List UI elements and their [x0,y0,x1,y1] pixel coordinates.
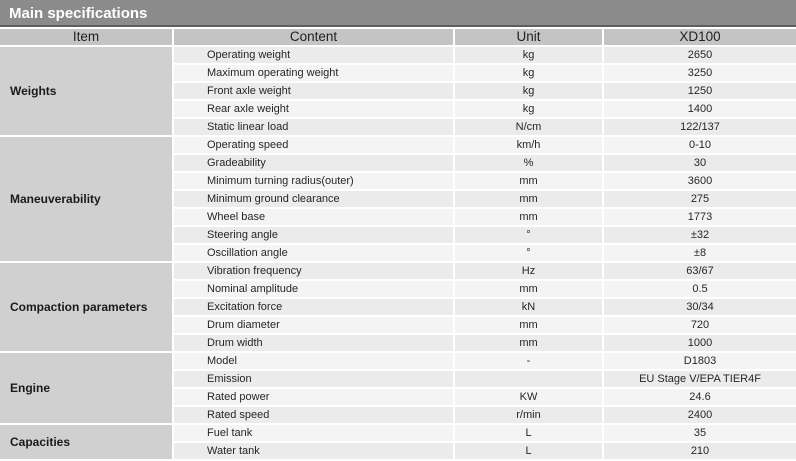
content-cell: Emission [174,371,453,387]
content-cell: Rear axle weight [174,101,453,117]
content-cell: Drum diameter [174,317,453,333]
content-cell: Water tank [174,443,453,459]
value-cell: ±8 [604,245,796,261]
value-cell: ±32 [604,227,796,243]
unit-cell: N/cm [455,119,602,135]
value-cell: 30/34 [604,299,796,315]
group-label: Capacities [0,425,172,459]
value-cell: 0.5 [604,281,796,297]
header-item: Item [0,29,172,45]
content-cell: Nominal amplitude [174,281,453,297]
value-cell: 1250 [604,83,796,99]
header-content: Content [174,29,453,45]
unit-cell: ° [455,245,602,261]
unit-cell: KW [455,389,602,405]
unit-cell: mm [455,317,602,333]
unit-cell: kg [455,47,602,63]
content-cell: Operating weight [174,47,453,63]
unit-cell: mm [455,209,602,225]
unit-cell: km/h [455,137,602,153]
value-cell: 2400 [604,407,796,423]
unit-cell: r/min [455,407,602,423]
unit-cell: - [455,353,602,369]
content-cell: Oscillation angle [174,245,453,261]
content-cell: Vibration frequency [174,263,453,279]
content-cell: Maximum operating weight [174,65,453,81]
content-cell: Model [174,353,453,369]
unit-cell: Hz [455,263,602,279]
header-unit: Unit [455,29,602,45]
value-cell: 720 [604,317,796,333]
unit-cell [455,371,602,387]
section-title-bar [0,0,796,27]
value-cell: 3250 [604,65,796,81]
group-label: Engine [0,353,172,423]
group-label: Compaction parameters [0,263,172,351]
content-cell: Static linear load [174,119,453,135]
content-cell: Operating speed [174,137,453,153]
unit-cell: mm [455,335,602,351]
unit-cell: kg [455,65,602,81]
content-cell: Fuel tank [174,425,453,441]
value-cell: 1773 [604,209,796,225]
group-label: Maneuverability [0,137,172,261]
content-cell: Minimum ground clearance [174,191,453,207]
content-cell: Steering angle [174,227,453,243]
unit-cell: mm [455,191,602,207]
table-row [0,137,796,153]
unit-cell: L [455,425,602,441]
value-cell: 3600 [604,173,796,189]
table-row [0,47,796,63]
content-cell: Gradeability [174,155,453,171]
content-cell: Drum width [174,335,453,351]
value-cell: 63/67 [604,263,796,279]
unit-cell: L [455,443,602,459]
content-cell: Wheel base [174,209,453,225]
specifications-table [0,27,796,461]
value-cell: 122/137 [604,119,796,135]
group-label: Weights [0,47,172,135]
value-cell: 24.6 [604,389,796,405]
unit-cell: mm [455,173,602,189]
content-cell: Front axle weight [174,83,453,99]
table-row [0,263,796,279]
unit-cell: kg [455,101,602,117]
table-row [0,425,796,441]
value-cell: 2650 [604,47,796,63]
content-cell: Rated power [174,389,453,405]
unit-cell: kg [455,83,602,99]
value-cell: 275 [604,191,796,207]
header-model: XD100 [604,29,796,45]
unit-cell: % [455,155,602,171]
table-body [0,47,796,459]
unit-cell: kN [455,299,602,315]
value-cell: 210 [604,443,796,459]
specifications-table-container [0,27,796,461]
content-cell: Excitation force [174,299,453,315]
unit-cell: mm [455,281,602,297]
value-cell: EU Stage V/EPA TIER4F [604,371,796,387]
value-cell: 30 [604,155,796,171]
content-cell: Rated speed [174,407,453,423]
section-title: Main specifications [9,5,148,22]
table-header-row [0,29,796,45]
value-cell: 1000 [604,335,796,351]
value-cell: 0-10 [604,137,796,153]
content-cell: Minimum turning radius(outer) [174,173,453,189]
unit-cell: ° [455,227,602,243]
table-row [0,353,796,369]
value-cell: D1803 [604,353,796,369]
value-cell: 35 [604,425,796,441]
value-cell: 1400 [604,101,796,117]
